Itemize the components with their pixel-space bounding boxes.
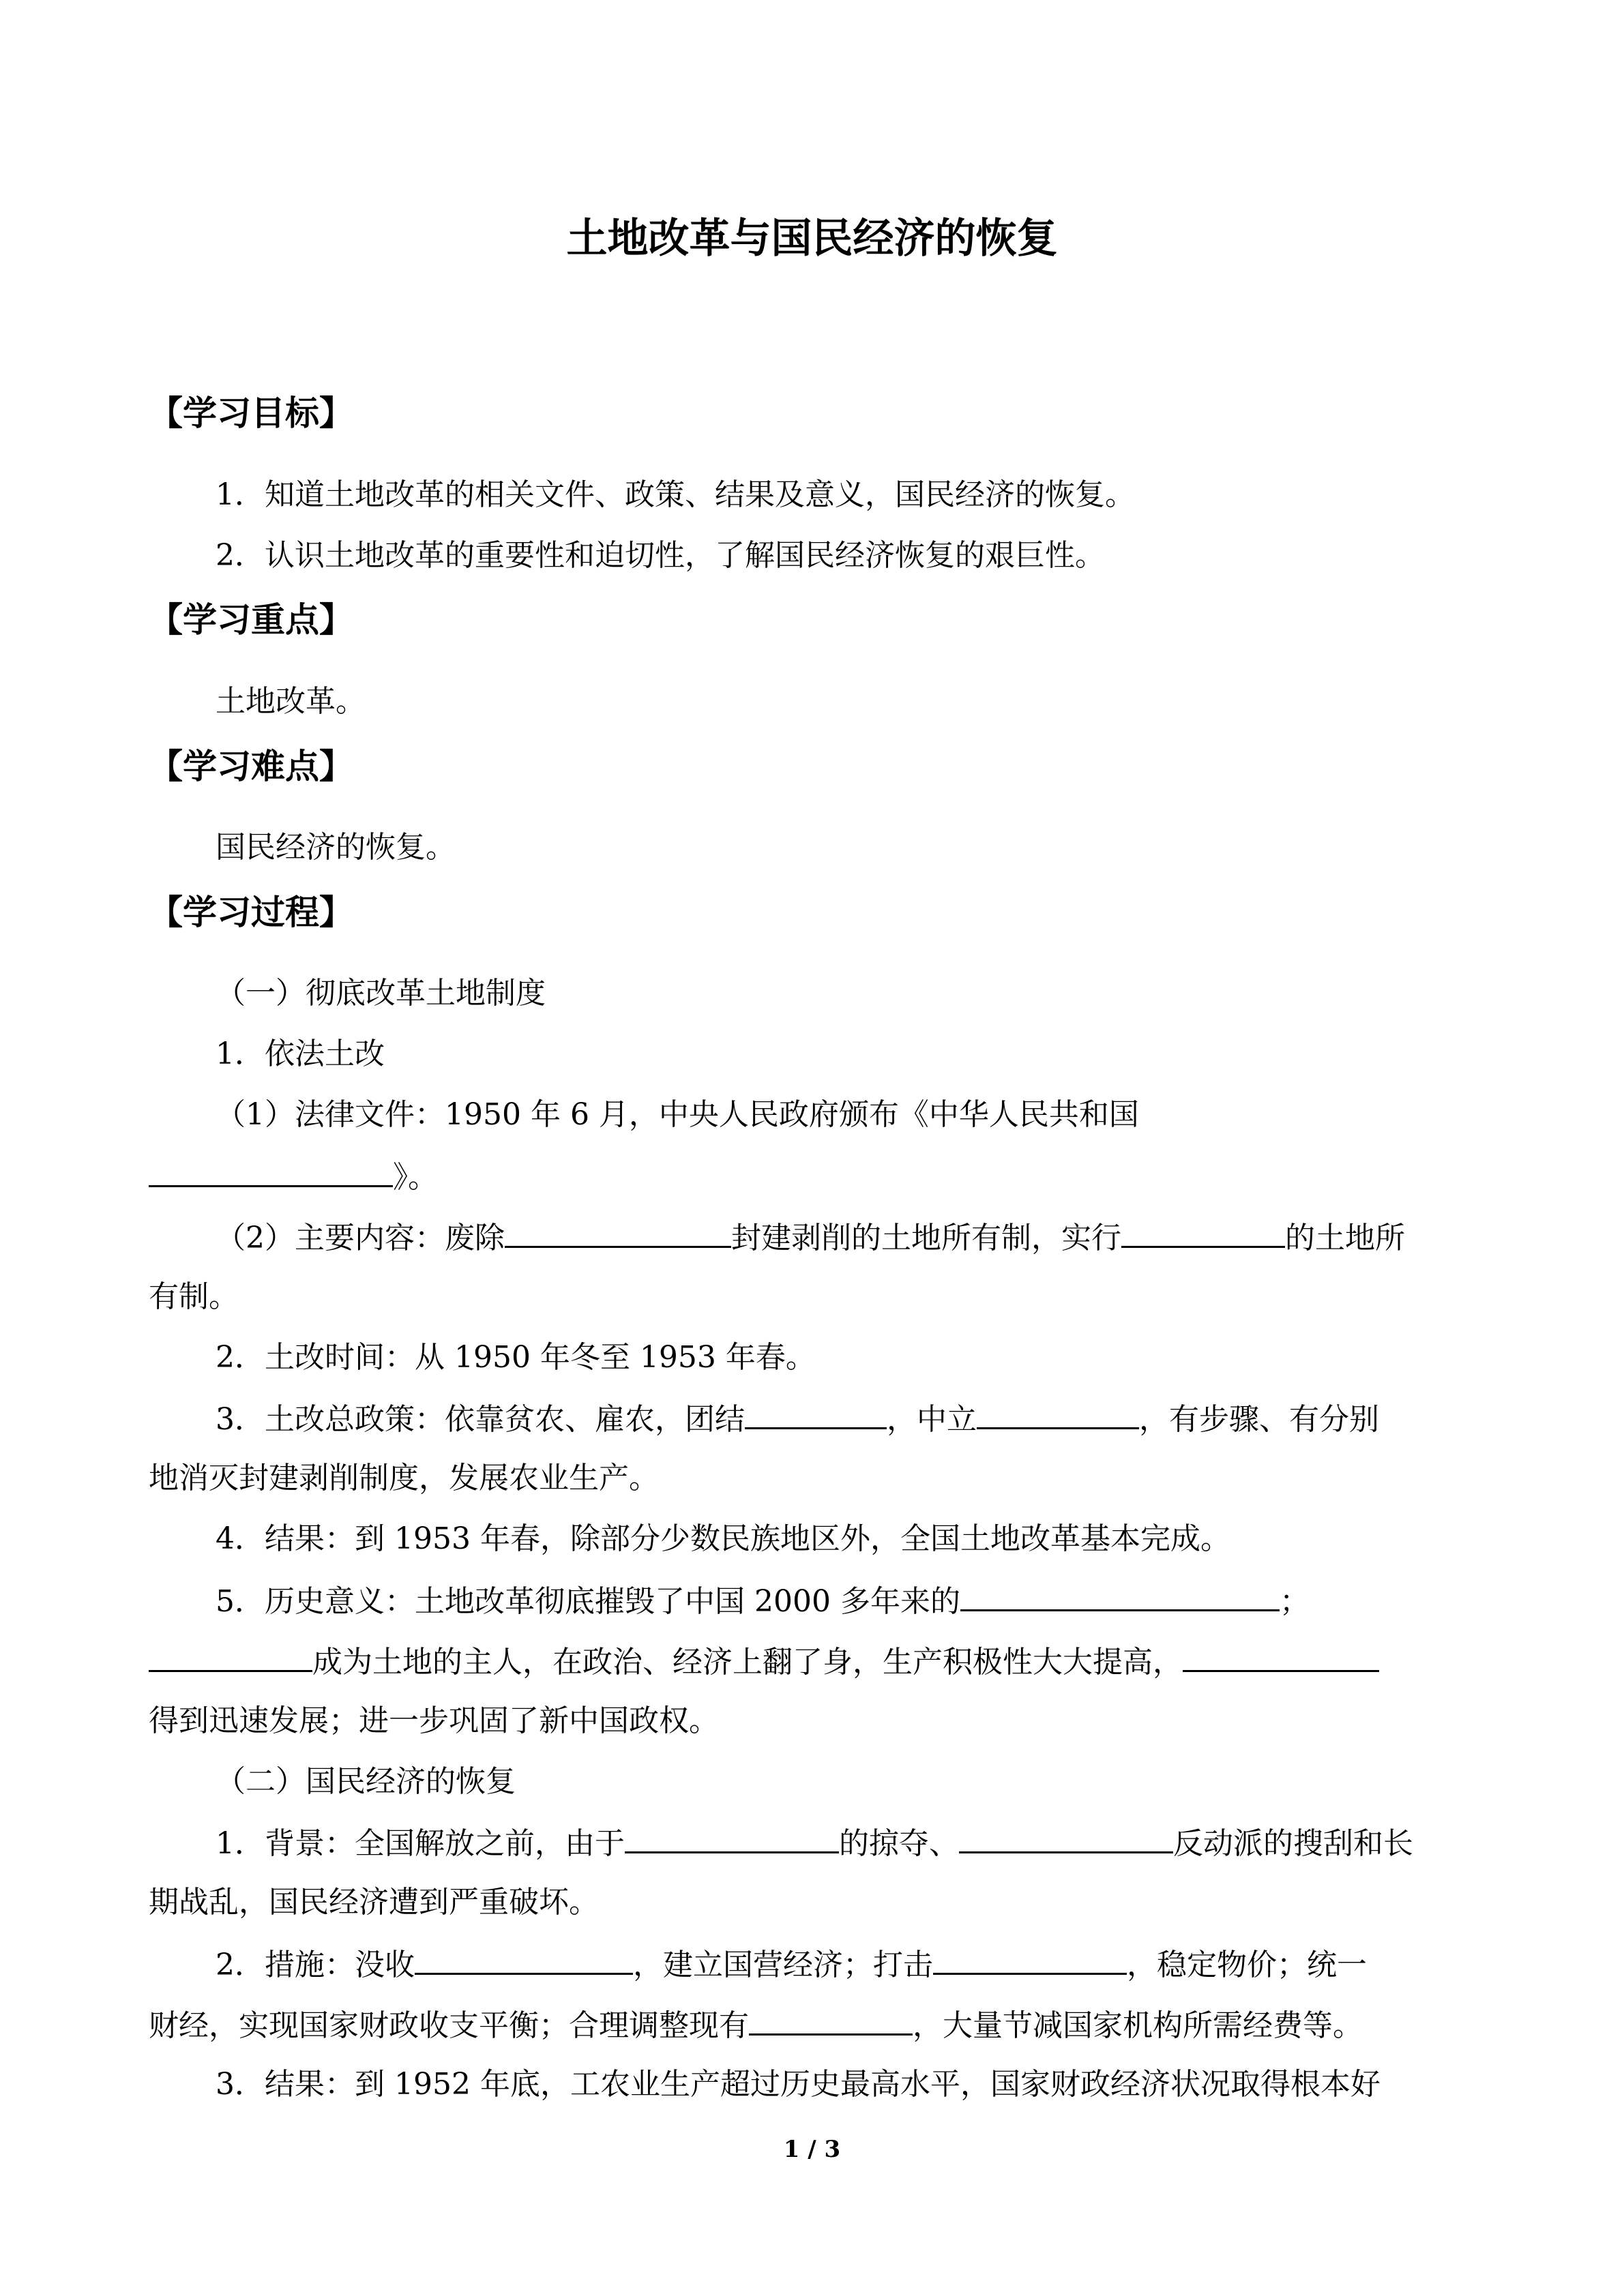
- recovery-result: 3．结果：到 1952 年底，工农业生产超过历史最高水平，国家财政经济状况取得根本好: [216, 2067, 1381, 2102]
- fill-blank[interactable]: [959, 1821, 1173, 1853]
- content-line-cont: 有制。: [149, 1279, 239, 1314]
- policy-line-cont: 地消灭封建剥削制度，发展农业生产。: [149, 1461, 659, 1495]
- difficulties-heading: 【学习难点】: [149, 747, 353, 786]
- fill-blank[interactable]: [505, 1216, 731, 1248]
- part1-title: （一）彻底改革土地制度: [216, 976, 546, 1011]
- land-reform-time: 2．土改时间：从 1950 年冬至 1953 年春。: [216, 1340, 816, 1375]
- page-number: 1 / 3: [783, 2136, 841, 2163]
- fill-blank[interactable]: [149, 1155, 393, 1187]
- land-reform-result: 4．结果：到 1953 年春，除部分少数民族地区外，全国土地改革基本完成。: [216, 1521, 1230, 1556]
- objectives-heading: 【学习目标】: [149, 393, 353, 433]
- background-line: 1．背景：全国解放之前，由于 的掠夺、 反动派的搜刮和长: [149, 1821, 1472, 1864]
- fill-blank[interactable]: [749, 2003, 913, 2036]
- fill-blank[interactable]: [1183, 1640, 1379, 1672]
- significance-line: 5．历史意义：土地改革彻底摧毁了中国 2000 多年来的 ；: [149, 1579, 1472, 1622]
- measures-line-cont: 财经，实现国家财政收支平衡；合理调整现有 ，大量节减国家机构所需经费等。: [149, 2003, 1472, 2046]
- fill-blank[interactable]: [1121, 1216, 1285, 1248]
- content-line: （2）主要内容：废除 封建剥削的土地所有制，实行 的土地所: [149, 1216, 1472, 1259]
- fill-blank[interactable]: [933, 1943, 1127, 1975]
- fill-blank[interactable]: [625, 1821, 839, 1853]
- part1-item-1: 1．依法土改: [216, 1037, 385, 1071]
- fill-blank[interactable]: [149, 1640, 312, 1672]
- difficulties-text: 国民经济的恢复。: [216, 830, 456, 865]
- key-points-heading: 【学习重点】: [149, 600, 353, 640]
- fill-blank[interactable]: [415, 1943, 633, 1975]
- objective-item-2: 2．认识土地改革的重要性和迫切性，了解国民经济恢复的艰巨性。: [216, 538, 1105, 573]
- policy-line: 3．土改总政策：依靠贫农、雇农，团结 ，中立 ，有步骤、有分别: [149, 1397, 1472, 1440]
- process-heading: 【学习过程】: [149, 893, 353, 932]
- measures-line: 2．措施：没收 ，建立国营经济；打击 ，稳定物价；统一: [149, 1943, 1472, 1986]
- key-points-text: 土地改革。: [216, 684, 366, 719]
- law-line-b: 》。: [149, 1155, 1472, 1198]
- objective-item-1: 1．知道土地改革的相关文件、政策、结果及意义，国民经济的恢复。: [216, 477, 1135, 512]
- part2-title: （二）国民经济的恢复: [216, 1764, 516, 1799]
- law-line-a: （1）法律文件：1950 年 6 月，中央人民政府颁布《中华人民共和国: [216, 1097, 1139, 1132]
- document-title: 土地改革与国民经济的恢复: [566, 215, 1058, 263]
- fill-blank[interactable]: [977, 1397, 1139, 1429]
- significance-line-3: 得到迅速发展；进一步巩固了新中国政权。: [149, 1703, 719, 1738]
- background-line-cont: 期战乱，国民经济遭到严重破坏。: [149, 1885, 599, 1920]
- fill-blank[interactable]: [745, 1397, 887, 1429]
- significance-line-2: 成为土地的主人，在政治、经济上翻了身，生产积极性大大提高，: [149, 1640, 1472, 1683]
- fill-blank[interactable]: [960, 1579, 1280, 1611]
